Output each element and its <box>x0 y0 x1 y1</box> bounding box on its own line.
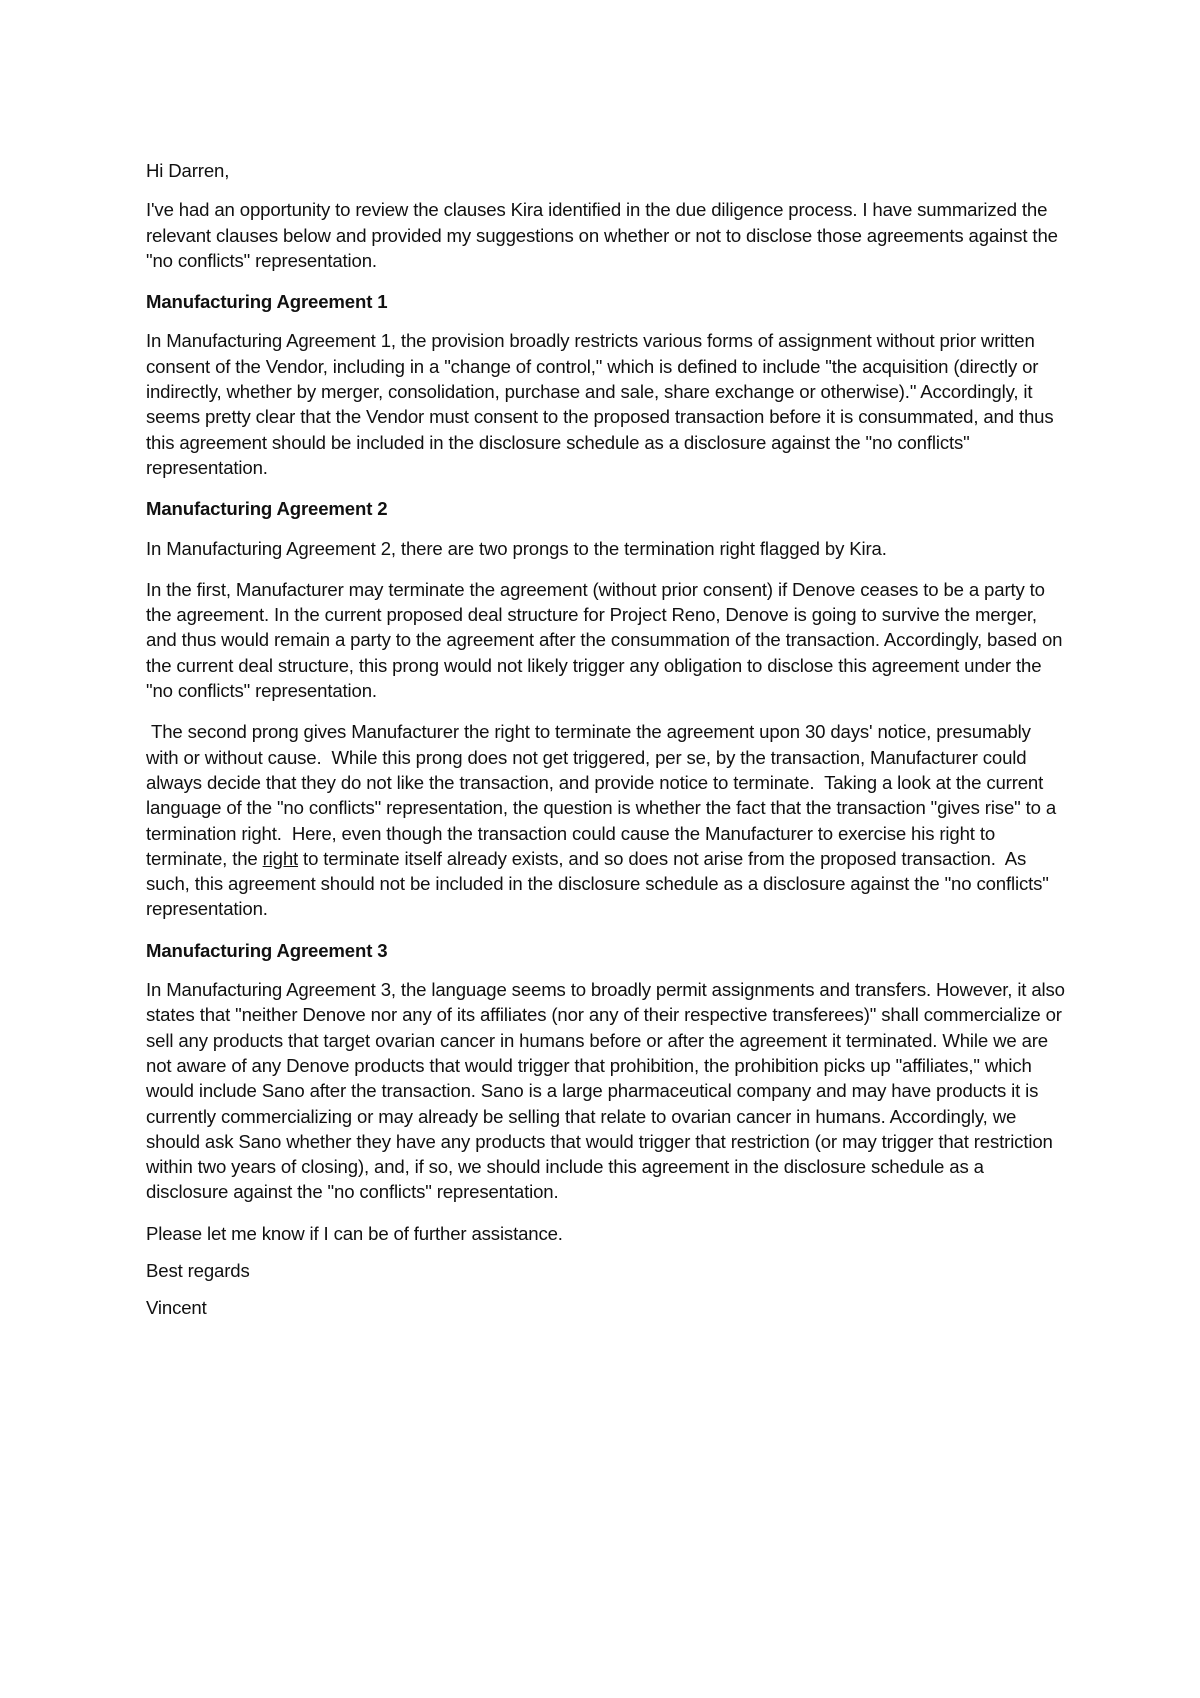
closing-line: Please let me know if I can be of further assistance. <box>146 1222 563 1244</box>
agreement-2-paragraph-3-part-2: to terminate itself already exists, and so does not arise from the proposed transaction. As such, this agreement should not be included in the disclosure schedule as a disclosure against the "no conflicts" representation. <box>146 847 1054 920</box>
signature: Vincent <box>146 1297 207 1319</box>
agreement-2-paragraph-3-part-1: The second prong gives Manufacturer the right to terminate the agreement upon 30 days' notice, presumably with or without cause. While this prong does not get triggered, per se, by the transaction, Manufacturer could always decide that they do not like the transaction, and provide notice to terminate. Taking a look at the current language of the "no conflicts" representation, the question is whether the fact that the transaction "gives rise" to a termination right. Here, even though the transaction could cause the Manufacturer to exercise his right to terminate, the <box>146 721 1062 869</box>
section-heading-agreement-1: Manufacturing Agreement 1 <box>146 291 388 313</box>
section-heading-agreement-2: Manufacturing Agreement 2 <box>146 498 388 520</box>
underlined-word-right: right <box>262 847 299 869</box>
agreement-1-paragraph: In Manufacturing Agreement 1, the provision broadly restricts various forms of assignment without prior written consent of the Vendor, including in a "change of control," which is defined to include "the acquisition (directly or indirectly, whether by merger, consolidation, purchase and sale, share exchange or otherwise)." Accordingly, it seems pretty clear that the Vendor must consent to the proposed transaction before it is consummated, and thus this agreement should be included in the disclosure schedule as a disclosure against the "no conflicts" representation. <box>146 330 1054 478</box>
agreement-2-paragraph-1: In Manufacturing Agreement 2, there are two prongs to the termination right flagged by Kira. <box>146 537 887 559</box>
greeting: Hi Darren, <box>146 160 230 181</box>
agreement-3-paragraph: In Manufacturing Agreement 3, the language seems to broadly permit assignments and transfers. However, it also states that "neither Denove nor any of its affiliates (nor any of their respective transferees)" shall commercialize or sell any products that target ovarian cancer in humans before or after the agreement it terminated. While we are not aware of any Denove products that would trigger that prohibition, the prohibition picks up "affiliates," which would include Sano after the transaction. Sano is a large pharmaceutical company and may have products it is currently commercializing or may already be selling that relate to ovarian cancer in humans. Accordingly, we should ask Sano whether they have any products that would trigger that restriction (or may trigger that restriction within two years of closing), and, if so, we should include this agreement in the disclosure schedule as a disclosure against the "no conflicts" representation. <box>146 979 1065 1203</box>
agreement-2-paragraph-3 <box>146 719 1066 921</box>
section-heading-agreement-3: Manufacturing Agreement 3 <box>146 939 388 961</box>
sign-off: Best regards <box>146 1259 250 1281</box>
agreement-2-paragraph-2: In the first, Manufacturer may terminate the agreement (without prior consent) if Denove ceases to be a party to the agreement. In the current proposed deal structure for Project Reno, Denove is going to survive the merger, and thus would remain a party to the agreement after the consummation of the transaction. Accordingly, based on the current deal structure, this prong would not likely trigger any obligation to disclose this agreement under the "no conflicts" representation. <box>146 578 1063 702</box>
intro-paragraph: I've had an opportunity to review the clauses Kira identified in the due diligence process. I have summarized the relevant clauses below and provided my suggestions on whether or not to disclose those agreements against the "no conflicts" representation. <box>146 199 1058 271</box>
letter-body <box>146 158 1066 1333</box>
